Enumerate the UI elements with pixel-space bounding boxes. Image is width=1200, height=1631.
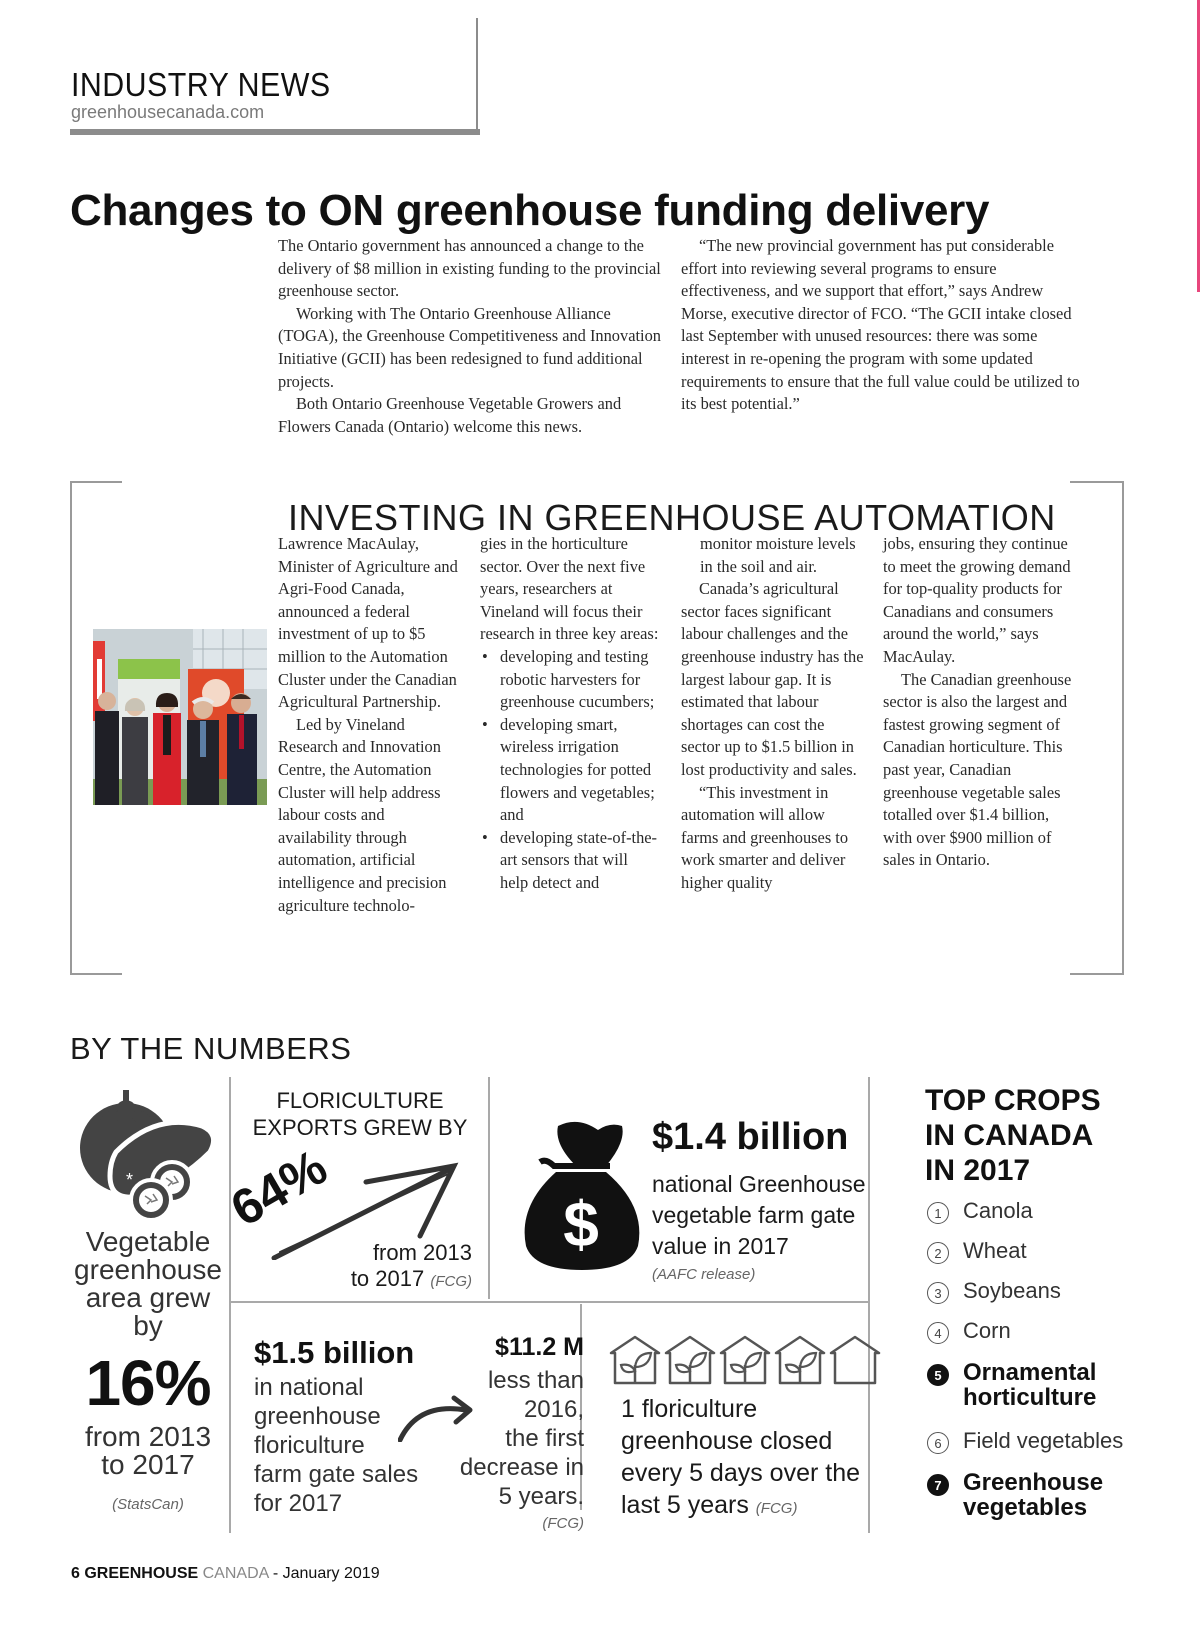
- list-item: • developing and testing robotic harvesters for greenhouse cucumbers;: [480, 646, 660, 714]
- box-bracket-top-right: [1070, 481, 1124, 483]
- footer-separator: -: [268, 1565, 283, 1582]
- top-crop-item: [927, 1428, 1123, 1454]
- magazine-name-light: CANADA: [202, 1565, 269, 1582]
- box-bracket-top-left: [70, 481, 122, 483]
- by-the-numbers-title: BY THE NUMBERS: [70, 1031, 352, 1066]
- top-crops-title: [925, 1083, 1101, 1188]
- paragraph: “The new provincial government has put considerable effort into reviewing several programs to ensure effectiveness, and we support that effort,” says Andrew Morse, executive director of FCO. “The GCII intake closed last September with unused resources: there was some interest in re-opening the program with some updated requirements to ensure that the full value could be utilized to its best potential.”: [681, 236, 1080, 414]
- greenhouse-icon: [831, 1337, 879, 1383]
- text-line: for 2017: [254, 1490, 343, 1517]
- greenhouse-icons-row: [609, 1335, 884, 1385]
- crop-label: Greenhouse vegetables: [963, 1469, 1104, 1521]
- paragraph: “This investment in automation will allow farms and greenhouses to work smarter and deliver higher quality: [681, 782, 849, 892]
- top-crop-item-highlight: [927, 1470, 1117, 1520]
- greenhouse-icon: [776, 1337, 824, 1383]
- section-header-bar: [70, 129, 480, 135]
- text-line: the first: [505, 1425, 584, 1452]
- article1-column-1: [278, 235, 668, 438]
- svg-text:$: $: [563, 1188, 599, 1260]
- top-crop-item: [927, 1238, 1027, 1264]
- top-crop-item-highlight: [927, 1360, 1117, 1410]
- text-line: national Greenhouse: [652, 1171, 866, 1197]
- vegetables-icon: [78, 1090, 214, 1220]
- box-bracket-bottom-left: [70, 973, 122, 975]
- box-bracket-left: [70, 481, 72, 975]
- crop-label: Corn: [963, 1318, 1011, 1343]
- text-line: greenhouse: [74, 1254, 222, 1285]
- grid-divider: [488, 1077, 490, 1299]
- greenhouse-icon: [666, 1337, 714, 1383]
- rank-badge: 1: [927, 1202, 949, 1224]
- rank-badge: 7: [927, 1474, 949, 1496]
- article2-column-1: [278, 533, 458, 917]
- text-line: 2016,: [523, 1396, 584, 1423]
- source-note: (AAFC release): [652, 1266, 756, 1283]
- rank-badge: 6: [927, 1432, 949, 1454]
- article2-column-3: [681, 533, 865, 895]
- flori-sales-desc: [254, 1373, 418, 1518]
- rank-badge: 2: [927, 1242, 949, 1264]
- flori-decrease-value: $11.2 M: [495, 1333, 584, 1361]
- text-line: from 2013: [84, 1421, 212, 1452]
- text-line: to 2017: [350, 1266, 425, 1291]
- text-line: floriculture: [254, 1432, 365, 1459]
- source-note: (FCG): [542, 1515, 584, 1532]
- veg-area-value: 16%: [85, 1347, 211, 1419]
- source-note: (StatsCan): [112, 1496, 184, 1513]
- page-number: 6: [71, 1565, 80, 1582]
- paragraph: Both Ontario Greenhouse Vegetable Growers and Flowers Canada (Ontario) welcome this news.: [278, 394, 622, 436]
- text-line: EXPORTS GREW BY: [252, 1115, 468, 1140]
- section-label: INDUSTRY NEWS: [71, 66, 331, 103]
- text-line: by: [133, 1310, 163, 1341]
- text-line: IN CANADA: [925, 1119, 1094, 1152]
- flori-exports-value: 64%: [221, 1138, 337, 1238]
- magazine-name-bold: GREENHOUSE: [84, 1565, 199, 1582]
- paragraph: Working with The Ontario Greenhouse Alliance (TOGA), the Greenhouse Competitiveness and Innovation Initiative (GCII) has been redesigned to fund additional projects.: [278, 303, 661, 391]
- text-line: 1 floriculture: [621, 1395, 758, 1423]
- list-item: • developing smart, wireless irrigation technologies for potted flowers and vegetables; and: [480, 714, 660, 827]
- text-line: in national: [254, 1374, 364, 1401]
- text-line: last 5 years: [621, 1491, 749, 1519]
- top-crop-item: [927, 1278, 1061, 1304]
- text-line: greenhouse closed: [621, 1427, 833, 1455]
- text-line: 5 years.: [498, 1483, 584, 1510]
- crop-label: Field vegetables: [963, 1428, 1124, 1453]
- text-line: area grew: [85, 1282, 211, 1313]
- research-areas-list: [480, 646, 660, 895]
- money-bag-icon: [522, 1120, 640, 1270]
- rank-badge: 3: [927, 1282, 949, 1304]
- closures-desc: [621, 1393, 860, 1525]
- photo-illustration: [93, 629, 267, 805]
- paragraph: The Ontario government has announced a change to the delivery of $8 million in existing funding to the provincial greenhouse sector.: [278, 236, 661, 301]
- flori-sales-value: $1.5 billion: [254, 1335, 415, 1370]
- paragraph: Canada’s agricultural sector faces significant labour challenges and the greenhouse industry has the largest labour gap. It is estimated that labour shortages can cost the sector up to $1.5 billion in lost productivity and sales.: [681, 579, 864, 779]
- crop-label: Ornamental horticulture: [963, 1359, 1097, 1411]
- list-item: • developing state-of-the-art sensors that will help detect and: [480, 827, 660, 895]
- svg-text:*: *: [126, 1170, 134, 1190]
- article2-column-4: [883, 533, 1073, 872]
- crop-label: Canola: [963, 1198, 1033, 1223]
- text-line: value in 2017: [652, 1233, 789, 1259]
- greenhouse-icon: [611, 1337, 659, 1383]
- veg-farm-gate-value: $1.4 billion: [652, 1116, 849, 1158]
- flori-exports-period: [300, 1240, 472, 1295]
- text-line: FLORICULTURE: [276, 1088, 444, 1113]
- paragraph: jobs, ensuring they continue to meet the growing demand for top-quality products for Canadians and consumers around the world,” says MacAulay.: [883, 534, 1071, 666]
- text-line: less than: [487, 1367, 584, 1394]
- text-line: vegetable farm gate: [652, 1202, 856, 1228]
- flori-decrease-desc: [420, 1366, 584, 1511]
- text-line: decrease in: [459, 1454, 584, 1481]
- text-line: Vegetable: [85, 1226, 211, 1257]
- veg-area-lead: [55, 1228, 241, 1340]
- crop-label: Soybeans: [963, 1278, 1061, 1303]
- text-line: TOP CROPS: [925, 1084, 1101, 1117]
- text-line: greenhouse: [254, 1403, 381, 1430]
- text-line: IN 2017: [925, 1154, 1031, 1187]
- text-line: to 2017: [101, 1449, 195, 1480]
- rank-badge: 5: [927, 1364, 949, 1386]
- page-footer: [71, 1565, 380, 1583]
- text-line: from 2013: [372, 1240, 472, 1265]
- article-headline: Changes to ON greenhouse funding delivery: [70, 186, 990, 235]
- text-line: every 5 days over the: [621, 1459, 861, 1487]
- box-bracket-bottom-right: [1070, 973, 1124, 975]
- paragraph: Led by Vineland Research and Innovation Centre, the Automation Cluster will help address labour costs and availability through automation, artificial intelligence and precision agriculture technolo-: [278, 714, 447, 915]
- greenhouse-icon: [721, 1337, 769, 1383]
- paragraph: gies in the horticulture sector. Over the next five years, researchers at Vineland will focus their research in three key areas:: [480, 534, 659, 644]
- crop-label: Wheat: [963, 1238, 1027, 1263]
- issue-date: January 2019: [282, 1565, 380, 1582]
- source-note: (FCG): [755, 1500, 798, 1517]
- veg-area-period: [55, 1423, 241, 1479]
- event-photo: [93, 629, 267, 805]
- paragraph: monitor moisture levels in the soil and air.: [700, 534, 856, 576]
- article2-column-2: [480, 533, 660, 895]
- grid-divider: [868, 1077, 870, 1533]
- grid-divider: [229, 1301, 869, 1303]
- flori-exports-heading: [248, 1087, 472, 1141]
- veg-farm-gate-desc: [652, 1169, 866, 1262]
- article2-title: INVESTING IN GREENHOUSE AUTOMATION: [288, 497, 1056, 538]
- source-note: (FCG): [430, 1273, 472, 1290]
- site-url: greenhousecanada.com: [71, 102, 265, 122]
- paragraph: Lawrence MacAulay, Minister of Agriculture and Agri-Food Canada, announced a federal investment of up to $5 million to the Automation Cluster under the Canadian Agricultural Partnership.: [278, 534, 458, 712]
- text-line: farm gate sales: [254, 1461, 419, 1488]
- article1-column-2: [681, 235, 1086, 416]
- top-crop-item: [927, 1198, 1033, 1224]
- rank-badge: 4: [927, 1322, 949, 1344]
- top-crop-item: [927, 1318, 1011, 1344]
- paragraph: The Canadian greenhouse sector is also the largest and fastest growing segment of Canadian horticulture. This past year, Canadian greenhouse vegetable sales totalled over $1.4 billion, with over $900 million of sales in Ontario.: [883, 669, 1072, 870]
- box-bracket-right: [1122, 481, 1124, 975]
